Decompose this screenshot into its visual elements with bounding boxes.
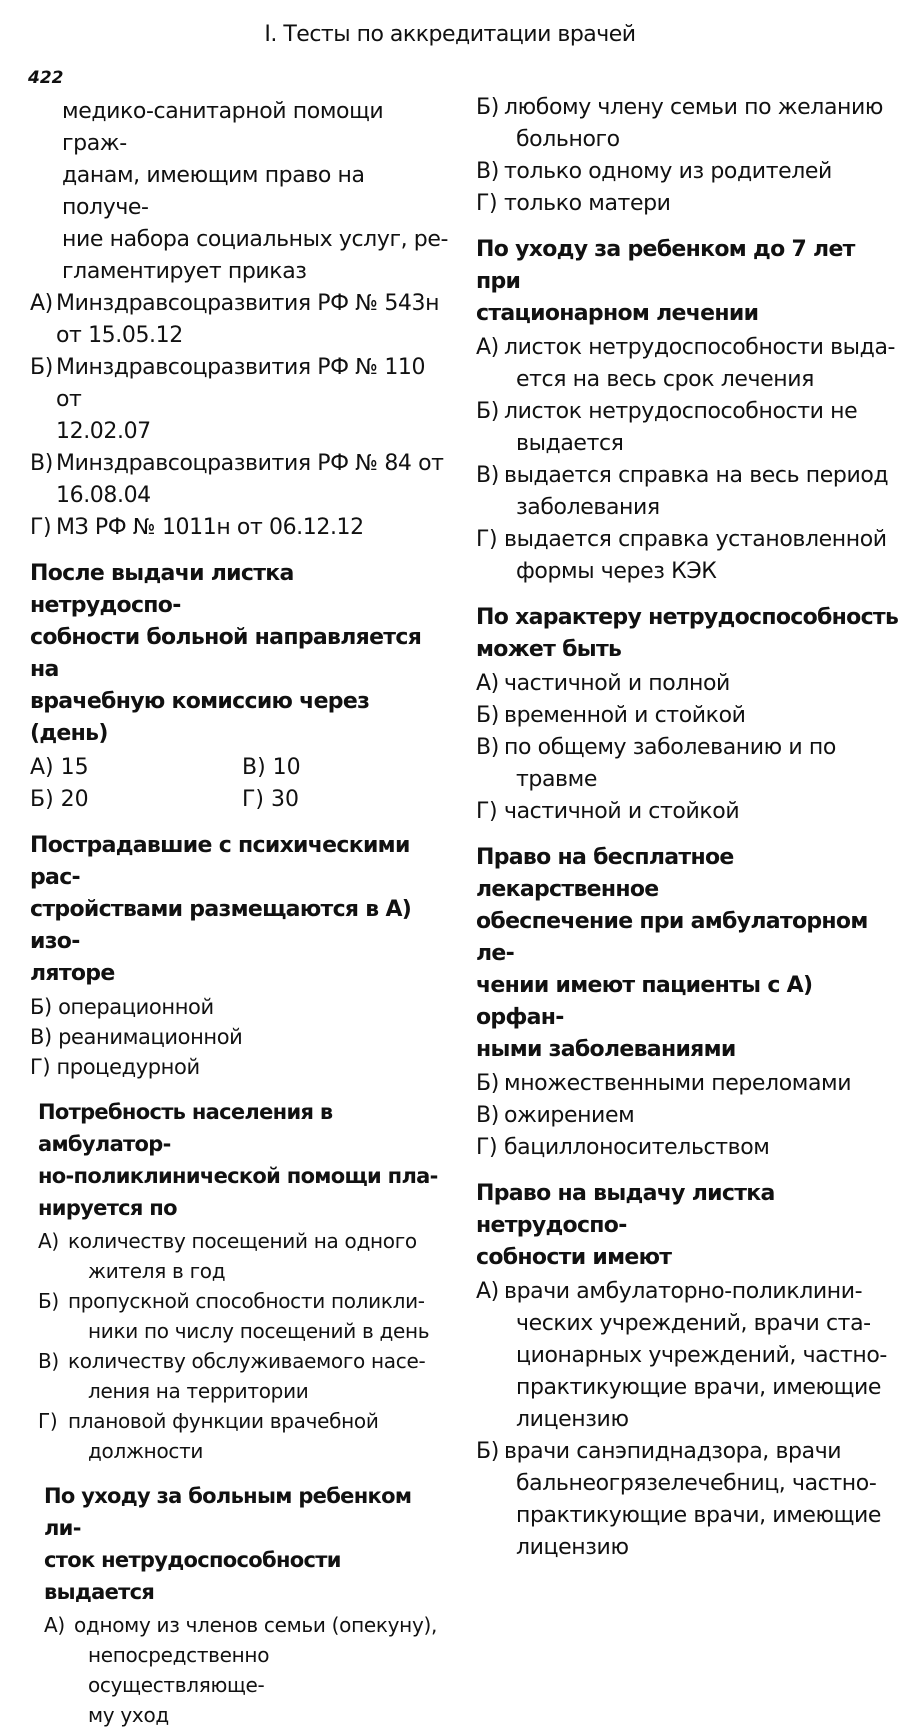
option-text: плановой функции врачебной <box>68 1409 379 1433</box>
option-text: пропускной способности поликли- <box>68 1289 425 1313</box>
answer-option <box>44 1610 450 1730</box>
option-text: бальнеогрязелечебниц, частно- <box>516 1471 877 1496</box>
option-text: количеству обслуживаемого насе- <box>68 1349 426 1373</box>
question-line: По уходу за больным ребенком ли- <box>44 1484 412 1540</box>
option-text: му уход <box>88 1703 169 1727</box>
option-text: бациллоносительством <box>504 1135 770 1160</box>
option-text: количеству посещений на одного <box>68 1229 417 1253</box>
option-letter: В) <box>476 159 499 184</box>
answer-option <box>30 352 450 448</box>
option-text: Минздравсоцразвития РФ № 110 от <box>56 355 426 412</box>
option-letter: Г) <box>476 191 498 216</box>
question-line: собности имеют <box>476 1245 672 1270</box>
option-text: непосредственно осуществляюще- <box>88 1643 270 1697</box>
option-text: только одному из родителей <box>504 159 832 184</box>
question-block <box>476 234 900 588</box>
option-text: временной и стойкой <box>504 703 746 728</box>
option-text: выдается справка установленной <box>504 527 887 552</box>
answer-option <box>476 796 900 828</box>
answer-option <box>38 1286 450 1346</box>
option-text: жителя в год <box>88 1259 226 1283</box>
option-text: МЗ РФ № 1011н от 06.12.12 <box>56 515 364 540</box>
question-line: Право на бесплатное лекарственное <box>476 845 734 902</box>
question-line: ными заболеваниями <box>476 1037 736 1062</box>
option-letter: Г) <box>30 515 52 540</box>
question-line: обеспечение при амбулаторном ле- <box>476 909 868 966</box>
option-letter: Б) <box>476 703 499 728</box>
right-column <box>476 92 900 1564</box>
option-text: Минздравсоцразвития РФ № 543н <box>56 291 440 316</box>
option-text: частичной и стойкой <box>504 799 740 824</box>
question-line: По характеру нетрудоспособность <box>476 605 899 630</box>
question-line: Пострадавшие с психическими рас- <box>30 833 410 890</box>
option-text: формы через КЭК <box>516 559 717 584</box>
question-block <box>476 842 900 1164</box>
question-line: стройствами размещаются в А) изо- <box>30 897 412 954</box>
question-line: стационарном лечении <box>476 301 759 326</box>
left-column <box>30 96 450 1730</box>
option-text: ления на территории <box>88 1379 309 1403</box>
question-line: врачебную комиссию через (день) <box>30 689 370 746</box>
answer-option <box>30 448 450 512</box>
answer-option <box>476 732 900 796</box>
option-letter: Г) <box>476 799 498 824</box>
question-line: нируется по <box>38 1196 177 1220</box>
option-letter: В) <box>476 1103 499 1128</box>
option-letter: А) <box>44 1613 65 1637</box>
option-text: ционарных учреждений, частно- <box>516 1343 887 1368</box>
option-text: любому члену семьи по желанию <box>504 95 884 120</box>
answer-option <box>476 396 900 460</box>
question-line: но-поликлинической помощи пла- <box>38 1164 438 1188</box>
answer-option: Г) процедурной <box>30 1055 200 1079</box>
answer-option <box>476 1068 900 1100</box>
question-block <box>30 558 450 816</box>
answer-option: В) 10 <box>242 755 301 780</box>
answer-option: Б) 20 <box>30 787 89 812</box>
question-block <box>30 1096 450 1466</box>
option-text: врачи амбулаторно-поликлини- <box>504 1279 863 1304</box>
answer-option: В) реанимационной <box>30 1025 243 1049</box>
option-text: 16.08.04 <box>56 483 151 508</box>
answer-option <box>476 156 900 188</box>
answer-option: А) 15 <box>30 755 89 780</box>
option-letter: А) <box>476 1279 499 1304</box>
running-header: I. Тесты по аккредитации врачей <box>264 22 636 47</box>
question-line: медико-санитарной помощи граж- <box>62 99 384 156</box>
option-text: ники по числу посещений в день <box>88 1319 430 1343</box>
answer-option <box>38 1346 450 1406</box>
option-text: листок нетрудоспособности не <box>504 399 858 424</box>
question-line: данам, имеющим право на получе- <box>62 163 365 220</box>
answer-option <box>476 92 900 156</box>
answer-option <box>476 188 900 220</box>
question-line: ляторе <box>30 961 115 986</box>
option-text: от 15.05.12 <box>56 323 183 348</box>
question-line: ние набора социальных услуг, ре- <box>62 227 449 252</box>
answer-list <box>476 92 900 220</box>
option-text: Минздравсоцразвития РФ № 84 от <box>56 451 444 476</box>
option-letter: Б) <box>476 1071 499 1096</box>
page-number: 422 <box>28 68 64 88</box>
option-text: больного <box>516 127 620 152</box>
question-line: может быть <box>476 637 622 662</box>
answer-option <box>476 332 900 396</box>
option-text: по общему заболеванию и по <box>504 735 836 760</box>
question-line: Потребность населения в амбулатор- <box>38 1100 333 1156</box>
option-letter: Г) <box>476 527 498 552</box>
option-letter: А) <box>30 291 53 316</box>
question-line: гламентирует приказ <box>62 259 307 284</box>
option-text: множественными переломами <box>504 1071 852 1096</box>
question-block <box>30 1480 450 1730</box>
option-text: частичной и полной <box>504 671 730 696</box>
option-letter: Г) <box>38 1409 58 1433</box>
answer-option <box>476 460 900 524</box>
answer-option: Б) операционной <box>30 995 214 1019</box>
option-text: выдается справка на весь период <box>504 463 889 488</box>
continued-question <box>30 96 450 288</box>
option-text: должности <box>88 1439 204 1463</box>
answer-option <box>38 1406 450 1466</box>
option-text: листок нетрудоспособности выда- <box>504 335 896 360</box>
option-letter: В) <box>38 1349 59 1373</box>
answer-grid <box>30 752 450 816</box>
option-text: ожирением <box>504 1103 635 1128</box>
question-line: После выдачи листка нетрудоспо- <box>30 561 294 618</box>
option-text: заболевания <box>516 495 660 520</box>
option-text: практикующие врачи, имеющие <box>516 1375 882 1400</box>
option-text: травме <box>516 767 597 792</box>
question-line: сток нетрудоспособности выдается <box>44 1548 341 1604</box>
answer-option <box>476 668 900 700</box>
option-text: ется на весь срок лечения <box>516 367 814 392</box>
answer-option <box>476 1132 900 1164</box>
question-line: Право на выдачу листка нетрудоспо- <box>476 1181 775 1238</box>
answer-option <box>476 700 900 732</box>
option-letter: А) <box>476 335 499 360</box>
option-text: ческих учреждений, врачи ста- <box>516 1311 871 1336</box>
option-letter: В) <box>30 451 53 476</box>
answer-option <box>30 288 450 352</box>
option-letter: Б) <box>476 95 499 120</box>
option-letter: Б) <box>476 399 499 424</box>
option-letter: В) <box>476 463 499 488</box>
option-text: лицензию <box>516 1535 629 1560</box>
question-line: По уходу за ребенком до 7 лет при <box>476 237 855 294</box>
question-block <box>476 602 900 828</box>
option-text: выдается <box>516 431 624 456</box>
option-text: лицензию <box>516 1407 629 1432</box>
question-line: собности больной направляется на <box>30 625 422 682</box>
option-letter: А) <box>38 1229 59 1253</box>
option-text: 12.02.07 <box>56 419 151 444</box>
answer-list <box>30 288 450 544</box>
answer-option <box>476 1436 900 1564</box>
answer-option <box>476 524 900 588</box>
option-letter: Г) <box>476 1135 498 1160</box>
option-text: практикующие врачи, имеющие <box>516 1503 882 1528</box>
option-letter: А) <box>476 671 499 696</box>
option-letter: Б) <box>30 355 53 380</box>
question-line: чении имеют пациенты с А) орфан- <box>476 973 813 1030</box>
option-text: врачи санэпиднадзора, врачи <box>504 1439 842 1464</box>
answer-option <box>476 1100 900 1132</box>
question-block <box>30 830 450 1082</box>
option-letter: Б) <box>38 1289 59 1313</box>
answer-option <box>30 512 450 544</box>
answer-option <box>38 1226 450 1286</box>
question-block <box>476 1178 900 1564</box>
option-text: только матери <box>504 191 671 216</box>
answer-option: Г) 30 <box>242 787 299 812</box>
option-letter: В) <box>476 735 499 760</box>
option-letter: Б) <box>476 1439 499 1464</box>
option-text: одному из членов семьи (опекуну), <box>74 1613 438 1637</box>
answer-option <box>476 1276 900 1436</box>
